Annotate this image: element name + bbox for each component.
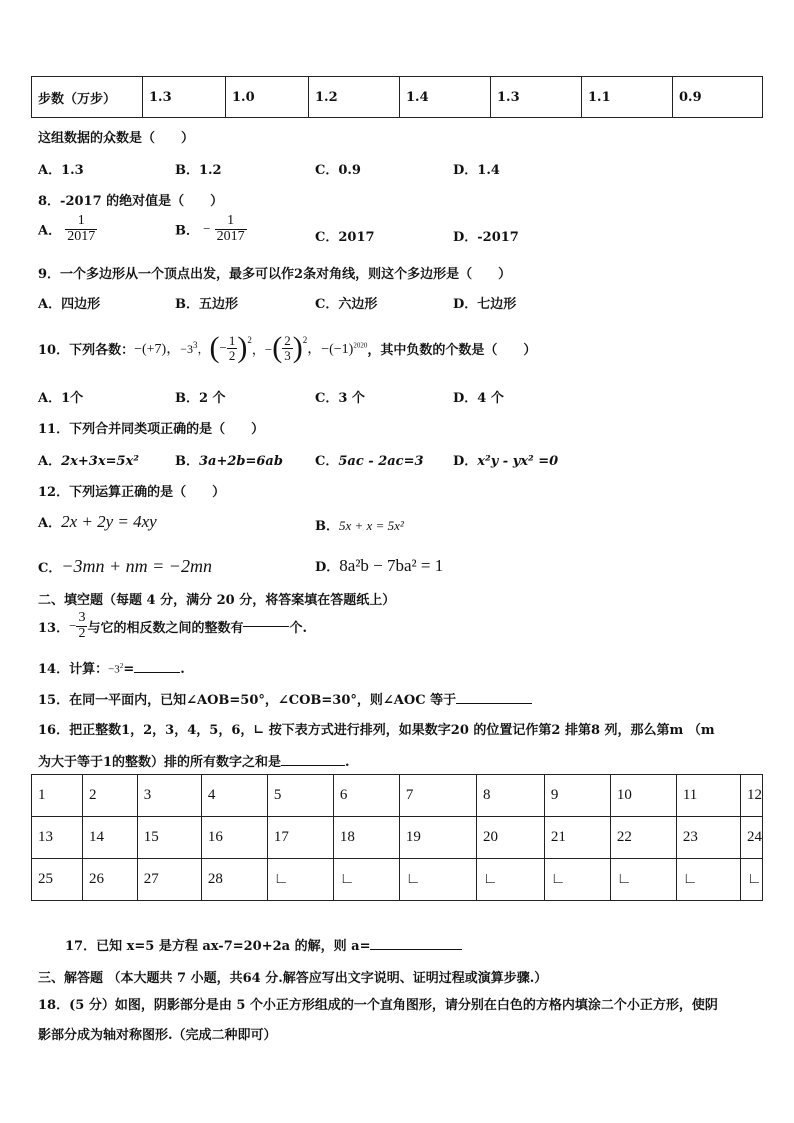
denominator: 3 — [284, 347, 291, 363]
table-header-cell: 步数（万步） — [32, 77, 143, 118]
q7-option-c: C．0.9 — [315, 163, 361, 178]
question-14 — [38, 658, 185, 677]
equals-sign: = — [123, 662, 135, 677]
answer-blank[interactable] — [370, 936, 462, 950]
table-cell: 12 — [741, 775, 763, 817]
number-grid-table — [31, 774, 763, 901]
q11-option-a — [38, 450, 139, 469]
denominator: 2 — [78, 625, 86, 641]
table-cell: 6 — [333, 775, 399, 817]
table-cell: ∟ — [610, 859, 676, 901]
table-cell: 7 — [399, 775, 476, 817]
exponent: 2 — [247, 335, 252, 345]
left-paren: ( — [209, 331, 220, 364]
q8-option-a — [38, 214, 97, 244]
table-cell: 26 — [83, 859, 138, 901]
table-cell: 8 — [477, 775, 545, 817]
fraction — [215, 214, 247, 244]
q9-option-c: C．六边形 — [315, 297, 378, 312]
question-16-line-1: 16．把正整数1，2，3，4，5，6，∟ 按下表方式进行排列，如果数字20 的位置记作第2 排第8 列，那么第m （m — [38, 723, 715, 738]
option-text: −3mn + nm = −2mn — [61, 556, 212, 576]
option-label: D． — [453, 454, 478, 469]
table-cell: 28 — [201, 859, 267, 901]
q9-option-a: A．四边形 — [38, 297, 101, 312]
minus-sign: − — [219, 340, 227, 355]
minus-sign: − — [203, 221, 211, 237]
question-label: 14．计算： — [38, 662, 109, 677]
q7-option-a: A．1.3 — [38, 163, 84, 178]
table-cell: 24 — [741, 817, 763, 859]
question-13 — [38, 611, 307, 641]
table-row — [32, 77, 763, 118]
section-2-heading: 二、填空题（每题 4 分，满分 20 分，将答案填在答题纸上） — [38, 593, 396, 608]
table-cell: 13 — [32, 817, 83, 859]
option-label: D． — [315, 560, 340, 575]
question-text: 与它的相反数之间的整数有 — [87, 620, 244, 636]
table-cell: 15 — [137, 817, 201, 859]
fraction — [65, 214, 97, 244]
q9-option-b: B．五边形 — [175, 297, 238, 312]
table-cell: 11 — [676, 775, 740, 817]
denominator: 2017 — [216, 228, 245, 244]
q10-term-3 — [210, 331, 252, 365]
question-9-stem: 9．一个多边形从一个顶点出发，最多可以作2条对角线，则这个多边形是（ ） — [38, 267, 512, 282]
q10-option-a: A．1个 — [38, 391, 84, 406]
table-cell: 9 — [544, 775, 610, 817]
option-label: C． — [315, 454, 339, 469]
q11-option-b — [175, 450, 283, 469]
right-paren: ) — [292, 331, 303, 364]
minus-sign: − — [69, 618, 77, 634]
q10-term-2 — [180, 340, 209, 357]
table-cell: 1.0 — [226, 77, 309, 118]
q10-option-b: B．2 个 — [175, 391, 226, 406]
q10-term-1: −(+7)， — [134, 342, 181, 357]
table-cell: ∟ — [544, 859, 610, 901]
table-cell: 1.2 — [309, 77, 400, 118]
table-cell: ∟ — [477, 859, 545, 901]
table-cell: ∟ — [267, 859, 333, 901]
exponent: 3 — [193, 339, 198, 350]
table-cell: 3 — [137, 775, 201, 817]
exponent: 2020 — [353, 341, 368, 350]
table-row — [32, 817, 763, 859]
separator: ， — [197, 341, 210, 356]
term-base: −3 — [180, 341, 193, 356]
numerator: 3 — [78, 610, 86, 625]
q8-option-c: C．2017 — [315, 230, 375, 245]
table-cell: 5 — [267, 775, 333, 817]
q12-option-b — [315, 515, 404, 534]
question-label: 13． — [38, 620, 70, 636]
table-cell: 19 — [399, 817, 476, 859]
option-text: 2x + 2y = 4xy — [61, 512, 157, 531]
q12-option-a — [38, 512, 157, 532]
question-10-stem — [38, 324, 536, 372]
denominator: 2017 — [67, 228, 96, 244]
option-text: x²y - yx² =0 — [477, 454, 559, 469]
fraction — [282, 334, 293, 362]
fraction — [227, 334, 238, 362]
table-cell: 17 — [267, 817, 333, 859]
table-cell: 1 — [32, 775, 83, 817]
question-12-stem: 12．下列运算正确的是（ ） — [38, 485, 226, 500]
table-cell: 25 — [32, 859, 83, 901]
numerator: 1 — [227, 213, 235, 228]
left-paren: ( — [272, 331, 283, 364]
minus-sign: ，− — [251, 341, 273, 357]
option-label: A． — [38, 223, 62, 239]
q10-option-c: C．3 个 — [315, 391, 365, 406]
question-11-stem: 11．下列合并同类项正确的是（ ） — [38, 422, 265, 437]
option-label: B． — [175, 223, 199, 239]
table-cell: 16 — [201, 817, 267, 859]
question-16-line-2 — [38, 751, 350, 770]
table-cell: ∟ — [333, 859, 399, 901]
table-cell: 27 — [137, 859, 201, 901]
table-cell: 23 — [676, 817, 740, 859]
q11-option-d — [453, 450, 558, 469]
right-paren: ) — [237, 331, 248, 364]
question-18-line-2: 影部分成为轴对称图形.（完成二种即可） — [38, 1028, 277, 1043]
answer-blank[interactable] — [134, 672, 180, 673]
question-17 — [65, 935, 462, 954]
question-text: 17．已知 x=5 是方程 ax-7=20+2a 的解，则 a= — [65, 939, 371, 954]
option-label: B． — [175, 454, 199, 469]
q10-term-4 — [252, 331, 307, 365]
question-15 — [38, 689, 532, 708]
q7-option-d: D．1.4 — [453, 163, 500, 178]
q10-term-5 — [307, 338, 367, 358]
q9-option-d: D．七边形 — [453, 297, 517, 312]
table-cell: ∟ — [399, 859, 476, 901]
table-cell: 22 — [610, 817, 676, 859]
option-label: B． — [315, 519, 339, 534]
answer-blank[interactable] — [281, 752, 345, 766]
q10-option-d: D．4 个 — [453, 391, 504, 406]
numerator: 1 — [77, 213, 85, 228]
q8-option-d: D．-2017 — [453, 230, 519, 245]
term-base: ，−(−1) — [307, 342, 354, 357]
denominator: 2 — [228, 347, 236, 363]
q8-option-b — [175, 214, 247, 244]
table-cell: 0.9 — [673, 77, 763, 118]
steps-table — [31, 76, 763, 118]
question-tail: . — [180, 662, 185, 677]
answer-blank[interactable] — [243, 626, 289, 627]
question-text: 15．在同一平面内，已知∠AOB=50°，∠COB=30°，则∠AOC 等于 — [38, 693, 457, 708]
exponent: 2 — [302, 335, 308, 345]
option-label: C． — [38, 561, 62, 576]
table-cell: 1.3 — [143, 77, 226, 118]
table-cell: 10 — [610, 775, 676, 817]
question-18-line-1: 18．(5 分）如图，阴影部分是由 5 个小正方形组成的一个直角图形，请分别在白色的方格内填涂二个小正方形，使阴 — [38, 998, 718, 1013]
section-3-heading: 三、解答题 （本大题共 7 小题，共64 分.解答应写出文字说明、证明过程或演算步骤.） — [38, 971, 548, 986]
option-text: 3a+2b=6ab — [199, 454, 283, 469]
fraction — [76, 611, 87, 641]
table-cell: 20 — [477, 817, 545, 859]
table-row — [32, 775, 763, 817]
q12-option-d — [315, 556, 443, 576]
table-cell: 21 — [544, 817, 610, 859]
table-cell: ∟ — [676, 859, 740, 901]
answer-blank[interactable] — [456, 690, 532, 704]
option-text: 5x + x = 5x² — [339, 518, 404, 533]
question-8-stem: 8．-2017 的绝对值是（ ） — [38, 194, 224, 209]
q11-option-c — [315, 450, 424, 469]
numerator: 1 — [228, 332, 236, 348]
option-text: 8a²b − 7ba² = 1 — [339, 556, 444, 575]
question-text: 为大于等于1的整数）排的所有数字之和是 — [38, 755, 282, 770]
table-cell: 14 — [83, 817, 138, 859]
question-tail: . — [345, 755, 350, 770]
table-cell: 1.1 — [582, 77, 673, 118]
table-cell: 4 — [201, 775, 267, 817]
table-cell: 2 — [83, 775, 138, 817]
term-base: −3 — [108, 664, 120, 676]
option-text: 2x+3x=5x² — [61, 454, 139, 469]
option-label: A． — [38, 454, 62, 469]
q12-option-c — [38, 556, 212, 577]
table-cell: 1.3 — [491, 77, 582, 118]
table-row — [32, 859, 763, 901]
option-text: 5ac - 2ac=3 — [338, 454, 424, 469]
q10-prefix: 10．下列各数： — [38, 342, 135, 358]
table-cell: 1.4 — [400, 77, 491, 118]
question-tail: 个. — [289, 620, 307, 636]
table-cell: 18 — [333, 817, 399, 859]
exponent: 2 — [119, 662, 124, 671]
q10-suffix: ，其中负数的个数是（ ） — [367, 342, 537, 358]
option-label: A． — [38, 516, 62, 531]
expression — [108, 662, 123, 676]
q7-option-b: B．1.2 — [175, 163, 222, 178]
question-7-stem: 这组数据的众数是（ ） — [38, 131, 195, 146]
table-cell: ∟ — [741, 859, 763, 901]
numerator: 2 — [284, 332, 291, 348]
